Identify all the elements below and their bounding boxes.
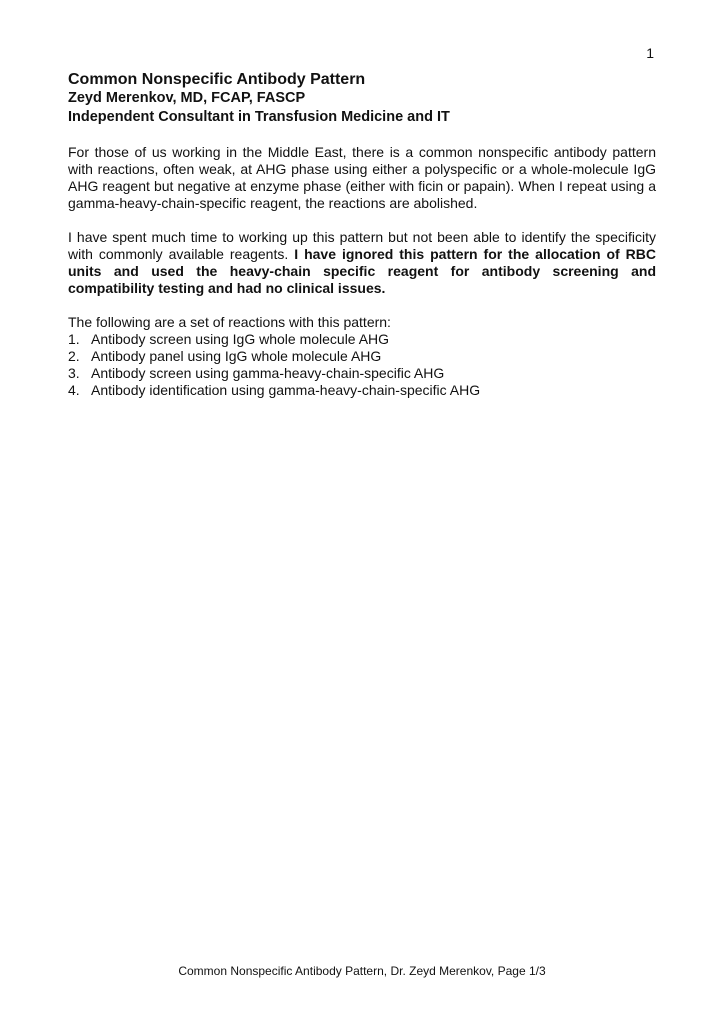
list-item [68, 348, 656, 365]
list-item-number: 2. [68, 348, 80, 364]
list-item-number: 3. [68, 365, 80, 381]
workup-text: I have spent much time to working up this pattern but not been able to identify the specificity with commonly available reagents. [68, 229, 656, 262]
affiliation-line: Independent Consultant in Transfusion Medicine and IT [68, 109, 450, 125]
list-item-text: Antibody identification using gamma-heavy-chain-specific AHG [91, 382, 481, 398]
list-item-text: Antibody screen using IgG whole molecule AHG [91, 331, 390, 347]
reactions-list [68, 331, 656, 399]
page-footer: Common Nonspecific Antibody Pattern, Dr. Zeyd Merenkov, Page 1/3 [178, 964, 546, 978]
intro-paragraph: For those of us working in the Middle East, there is a common nonspecific antibody pattern with reactions, often weak, at AHG phase using either a polyspecific or a whole-molecule IgG AHG reagent but negative at enzyme phase (either with ficin or papain). When I repeat using a gamma-heavy-chain-specific reagent, the reactions are abolished. [68, 144, 656, 211]
list-item-number: 4. [68, 382, 80, 398]
list-item-number: 1. [68, 331, 80, 347]
list-item [68, 365, 656, 382]
list-item-text: Antibody screen using gamma-heavy-chain-specific AHG [91, 365, 445, 381]
author-line: Zeyd Merenkov, MD, FCAP, FASCP [68, 90, 306, 106]
workup-paragraph [68, 229, 656, 297]
list-item [68, 331, 656, 348]
document-body [68, 70, 656, 399]
list-item [68, 382, 656, 399]
workup-emphasis: I have ignored this pattern for the allocation of RBC units and used the heavy-chain specific reagent for antibody screening and compatibility testing and had no clinical issues. [68, 246, 656, 296]
list-intro: The following are a set of reactions with this pattern: [68, 314, 391, 330]
page-number: 1 [646, 45, 654, 61]
list-item-text: Antibody panel using IgG whole molecule AHG [91, 348, 382, 364]
document-title: Common Nonspecific Antibody Pattern [68, 71, 366, 88]
